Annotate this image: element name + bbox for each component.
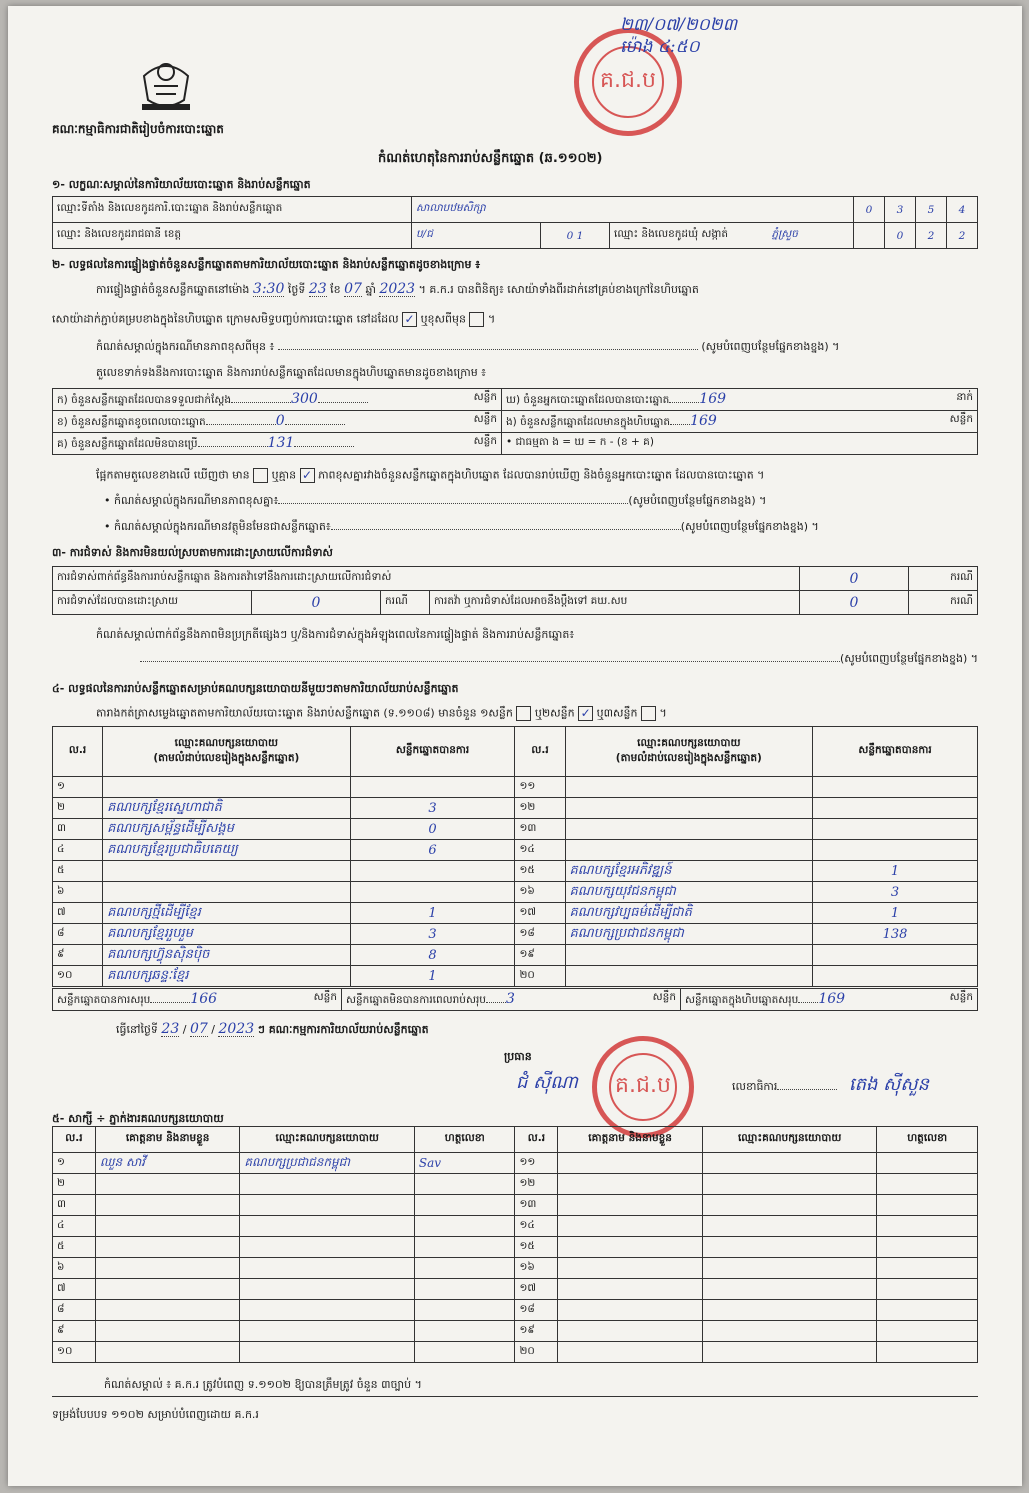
row-number: ១៩ — [515, 945, 565, 966]
row-number: ៧ — [53, 903, 103, 924]
party-votes — [813, 945, 978, 966]
table-row — [53, 1237, 978, 1258]
committee-stamp: គ.ជ.ប — [592, 1036, 694, 1138]
no-discrepancy-checkbox[interactable]: ✓ — [300, 468, 315, 483]
party-name: គណបក្សខ្មែររួបរួម — [103, 924, 351, 945]
row-number: ១១ — [515, 777, 565, 798]
witness-signature — [877, 1279, 978, 1300]
table-row — [53, 882, 978, 903]
row-number: ៥ — [53, 861, 103, 882]
row-number: ៧ — [53, 1279, 96, 1300]
unchanged-checkbox[interactable]: ✓ — [402, 312, 417, 327]
row-number: ៤ — [53, 840, 103, 861]
signing-date-line: ធ្វើនៅថ្ងៃទី 23 / 07 / 2023 ៗ គណៈកម្មការការិយាល័យរាប់សន្លឹកឆ្នោត — [116, 1021, 429, 1037]
section1-title: ១- លក្ខណៈសម្គាល់នៃការិយាល័យបោះឆ្នោត និងរាប់សន្លឹកឆ្នោត — [52, 178, 311, 191]
figure-b: ខ) ចំនួនសន្លឹកឆ្នោតខូចពេលបោះឆ្នោត 0 សន្លឹក — [53, 411, 502, 433]
witness-signature — [414, 1258, 515, 1279]
appeal-count: 0 — [800, 591, 909, 615]
witness-party — [702, 1321, 876, 1342]
figure-e-value: 169 — [690, 412, 717, 429]
witness-party — [240, 1279, 415, 1300]
irregularity-note: កំណត់សម្គាល់ពាក់ព័ន្ធនឹងភាពមិនប្រក្រតីផ្សេងៗ ឬ/និងការជំទាស់ក្នុងអំឡុងពេលនៃការផ្ទៀងផ្ទាត់ និងការរាប់សន្លឹកឆ្នោត៖ — [96, 628, 575, 641]
station-code-digit: 0 — [854, 197, 885, 223]
witness-name — [558, 1216, 703, 1237]
commune-code-digit: 2 — [947, 223, 978, 249]
party-results-table: ល.រ ឈ្មោះគណបក្សនយោបាយ (តាមលំដាប់លេខរៀងក្នុងសន្លឹកឆ្នោត) សន្លឹកឆ្នោតបានការ ល.រ ឈ្មោះគណបក្សនយោបាយ (តាមលំដាប់លេខរៀងក្នុងសន្លឹកឆ្នោត) សន្លឹកឆ្នោតបានការ ១ ១១ ២ គណបក្សខ្មែរស្នេហាជាតិ 3 ១២ ៣ គណបក្សសម្ព័ន្ធដើម្បីសង្គម 0 ១៣ ៤ គណបក្សខ្មែរប្រជាធិបតេយ្យ 6 ១៤ ៥ ១៥ គណបក្សខ្មែរអភិវឌ្ឍន៍ 1 ៦ ១៦ គណបក្សយុវជនកម្ពុជា 3 ៧ គណបក្សថ្មីដើម្បីខ្មែរ 1 ១៧ គណបក្សវប្បធម៌ដើម្បីជាតិ 1 ៨ គណបក្សខ្មែររួបរួម 3 ១៨ គណបក្សប្រជាជនកម្ពុជា 138 ៩ គណបក្សហ៊្វុនស៊ិនប៉ិច 8 ១៩ ១០ គណបក្សឆន្ទៈខ្មែរ 1 ២០ — [52, 726, 978, 987]
party-name: គណបក្សវប្បធម៌ដើម្បីជាតិ — [565, 903, 813, 924]
row-number: ១១ — [515, 1153, 558, 1174]
witness-name — [95, 1279, 240, 1300]
party-votes: 138 — [813, 924, 978, 945]
receipt-note: ២៣/០៧/២០២៣ ម៉ោង ៤:៥០ — [620, 15, 738, 57]
table-row — [53, 966, 978, 987]
section3-title: ៣- ការជំទាស់ និងការមិនយល់ស្របតាមការដោះស្រាយលើការជំទាស់ — [52, 546, 333, 559]
witness-party — [702, 1279, 876, 1300]
witness-party — [702, 1174, 876, 1195]
footer-divider — [52, 1396, 978, 1397]
figures-intro: តួលេខទាក់ទងនឹងការបោះឆ្នោត និងការរាប់សន្លឹកឆ្នោតដែលមានក្នុងហិបឆ្នោតមានដូចខាងក្រោម ៖ — [96, 366, 487, 379]
figure-b-value: 0 — [275, 412, 285, 429]
party-name: គណបក្សប្រជាជនកម្ពុជា — [565, 924, 813, 945]
party-name: គណបក្សឆន្ទៈខ្មែរ — [103, 966, 351, 987]
witness-name — [558, 1258, 703, 1279]
table-row — [53, 1174, 978, 1195]
party-votes: 6 — [350, 840, 515, 861]
witness-party — [240, 1174, 415, 1195]
secretary-signature: តេង ស៊ីសួន — [848, 1074, 929, 1095]
witness-name — [558, 1321, 703, 1342]
party-name: គណបក្សខ្មែរស្នេហាជាតិ — [103, 798, 351, 819]
form-sheet — [8, 6, 1022, 1486]
ballot-figures-table — [52, 388, 978, 455]
party-name — [565, 840, 813, 861]
witness-signature — [877, 1342, 978, 1363]
figure-formula: • ជាធម្មតា ង = ឃ = ក - (ខ + គ) — [502, 433, 978, 455]
province-code: 0 1 — [541, 223, 610, 249]
official-stamp: គ.ជ.ប — [574, 28, 682, 136]
party-name: គណបក្សយុវជនកម្ពុជា — [565, 882, 813, 903]
row-number: ៦ — [53, 1258, 96, 1279]
commune-name: ភ្នំស្រួច — [771, 228, 798, 240]
chair-signature: ជំ ស៊ីណា — [516, 1072, 578, 1093]
witness-signature: Sav — [414, 1153, 515, 1174]
party-votes — [350, 777, 515, 798]
table-row — [53, 1279, 978, 1300]
witness-name — [558, 1279, 703, 1300]
witness-signature — [414, 1216, 515, 1237]
witness-signature — [877, 1195, 978, 1216]
signing-year: 2023 — [218, 1021, 255, 1037]
party-votes: 1 — [813, 903, 978, 924]
table-row — [53, 840, 978, 861]
party-name: គណបក្សខ្មែរអភិវឌ្ឍន៍ — [565, 861, 813, 882]
verification-month: 07 — [344, 281, 362, 297]
witness-name: ឈួន សាវី — [95, 1153, 240, 1174]
table-row — [53, 1258, 978, 1279]
party-name — [103, 861, 351, 882]
two-sheet-checkbox[interactable]: ✓ — [578, 706, 593, 721]
table-row — [53, 924, 978, 945]
party-votes: 1 — [350, 966, 515, 987]
party-votes: 3 — [350, 798, 515, 819]
party-votes — [813, 840, 978, 861]
station-name: សាលាបឋមសិក្សា — [412, 197, 854, 223]
party-votes: 1 — [813, 861, 978, 882]
witness-name — [558, 1153, 703, 1174]
commune-code-digit: 2 — [916, 223, 947, 249]
tally-sheet-line: តារាងកត់ត្រាសម្លេងឆ្នោតតាមការិយាល័យបោះឆ្នោត និងរាប់សន្លឹកឆ្នោត (ទ.១១០៨) មានចំនួន ១សន្លឹក ឬ២សន្លឹក ✓ ឬ៣សន្លឹក ។ — [96, 706, 667, 720]
chair-label: ប្រធាន — [504, 1050, 532, 1063]
verification-line: ការផ្ទៀងផ្ទាត់ចំនួនសន្លឹកឆ្នោតនៅម៉ោង 3:30 ថ្ងៃទី 23 ខែ 07 ឆ្នាំ 2023 ។ គ.ក.រ បានពិនិត្យ៖ សោយ៉ាទាំងពីរដាក់នៅគ្រប់ខាងក្រៅនៃហិបឆ្នោត — [96, 281, 699, 297]
party-name — [565, 945, 813, 966]
figure-d: ឃ) ចំនួនអ្នកបោះឆ្នោតដែលបានបោះឆ្នោត 169 នាក់ — [502, 389, 978, 411]
table-row — [53, 1216, 978, 1237]
station-code-digit: 5 — [916, 197, 947, 223]
table-row — [53, 1300, 978, 1321]
irregularity-fill-line: (សូមបំពេញបន្ថែមផ្នែកខាងខ្នង) ។ — [52, 652, 978, 666]
table-row — [53, 777, 978, 798]
one-sheet-checkbox[interactable] — [516, 706, 531, 721]
station-code-digit: 3 — [885, 197, 916, 223]
witness-name — [95, 1237, 240, 1258]
witness-name — [558, 1174, 703, 1195]
discrepancy-line: ផ្អែកតាមតួលេខខាងលើ ឃើញថា មាន ឬគ្មាន ✓ ភាពខុសគ្នារវាងចំនួនសន្លឹកឆ្នោតក្នុងហិបឆ្នោត ដែលបានរាប់ឃើញ និងចំនួនអ្នកបោះឆ្នោត ដែលបានបោះឆ្នោត ។ — [96, 468, 765, 482]
row-number: ១៤ — [515, 840, 565, 861]
witness-signature — [414, 1195, 515, 1216]
witness-signature — [877, 1300, 978, 1321]
row-number: ២០ — [515, 1342, 558, 1363]
row-number: ១៦ — [515, 882, 565, 903]
row-number: ១៧ — [515, 903, 565, 924]
witness-name — [558, 1300, 703, 1321]
verification-day: 23 — [308, 281, 327, 297]
row-number: ៦ — [53, 882, 103, 903]
total-invalid-value: 3 — [505, 990, 515, 1007]
row-number: ១៧ — [515, 1279, 558, 1300]
total-in-box: សន្លឹកឆ្នោតក្នុងហិបឆ្នោតសរុប 169 សន្លឹក — [681, 989, 978, 1011]
figure-e: ង) ចំនួនសន្លឹកឆ្នោតដែលមានក្នុងហិបឆ្នោត 169 សន្លឹក — [502, 411, 978, 433]
witness-party — [702, 1300, 876, 1321]
section5-title: ៥- សាក្សី ÷ ភ្នាក់ងារគណបក្សនយោបាយ — [52, 1112, 224, 1125]
party-name — [103, 882, 351, 903]
witness-signature — [414, 1321, 515, 1342]
witness-party — [702, 1195, 876, 1216]
witness-signature — [877, 1216, 978, 1237]
total-box-value: 169 — [818, 990, 846, 1007]
station-label: ឈ្មោះទីតាំង និងលេខកូដការិ.បោះឆ្នោត និងរាប់សន្លឹកឆ្នោត — [53, 197, 412, 223]
party-votes: 3 — [350, 924, 515, 945]
witness-signature — [414, 1342, 515, 1363]
witness-party — [240, 1195, 415, 1216]
nec-emblem-icon — [134, 46, 198, 118]
row-number: ១០ — [53, 1342, 96, 1363]
witness-name — [95, 1174, 240, 1195]
secretary-label: លេខាធិការ — [732, 1080, 778, 1093]
party-votes: 8 — [350, 945, 515, 966]
table-row — [53, 1153, 978, 1174]
witness-signature — [877, 1153, 978, 1174]
commune-code-digit: 0 — [885, 223, 916, 249]
has-discrepancy-checkbox[interactable] — [253, 468, 268, 483]
section1-table — [52, 196, 978, 249]
party-votes — [813, 777, 978, 798]
figure-d-value: 169 — [699, 390, 727, 407]
commune-field: ឈ្មោះ និងលេខកូដឃុំ សង្កាត់ ភ្នំស្រួច — [610, 223, 854, 249]
party-name — [103, 777, 351, 798]
row-number: ២០ — [515, 966, 565, 987]
witness-signature — [414, 1300, 515, 1321]
row-number: ១ — [53, 777, 103, 798]
section4-title: ៤- លទ្ធផលនៃការរាប់សន្លឹកឆ្នោតសម្រាប់គណបក្សនយោបាយនីមួយៗតាមការិយាល័យរាប់សន្លឹកឆ្នោត — [52, 682, 459, 695]
total-valid: សន្លឹកឆ្នោតបានការសរុប 166 សន្លឹក — [53, 989, 342, 1011]
witness-signature — [877, 1258, 978, 1279]
verification-time: 3:30 — [252, 281, 285, 297]
figure-a: ក) ចំនួនសន្លឹកឆ្នោតដែលបានទទួលជាក់ស្តែង 300 សន្លឹក — [53, 389, 502, 411]
table-row — [53, 819, 978, 840]
figure-a-value: 300 — [291, 390, 318, 407]
province-name: ប/ជ — [412, 223, 541, 249]
footer-note: កំណត់សម្គាល់ ៖ គ.ក.រ ត្រូវបំពេញ ទ.១១០២ ឱ្យបានត្រឹមត្រូវ ចំនួន ៣ច្បាប់ ។ — [104, 1378, 422, 1391]
party-name: គណបក្សខ្មែរប្រជាធិបតេយ្យ — [103, 840, 351, 861]
party-votes — [350, 882, 515, 903]
row-number: ១២ — [515, 798, 565, 819]
party-name — [565, 819, 813, 840]
row-number: ១៦ — [515, 1258, 558, 1279]
verification-year: 2023 — [379, 281, 416, 297]
row-number: ៣ — [53, 1195, 96, 1216]
section2-title: ២- លទ្ធផលនៃការផ្ទៀងផ្ទាត់ចំនួនសន្លឹកឆ្នោតតាមការិយាល័យបោះឆ្នោត និងរាប់សន្លឹកឆ្នោតដូចខាងក្រោម ៖ — [52, 258, 481, 271]
row-number: ១០ — [53, 966, 103, 987]
witness-signature — [414, 1174, 515, 1195]
party-votes — [350, 861, 515, 882]
witness-party — [240, 1258, 415, 1279]
row-number: ៨ — [53, 1300, 96, 1321]
table-row — [53, 903, 978, 924]
witness-name — [95, 1300, 240, 1321]
party-votes: 0 — [350, 819, 515, 840]
witness-party — [240, 1300, 415, 1321]
witness-party — [702, 1216, 876, 1237]
witness-party — [240, 1216, 415, 1237]
party-name — [565, 798, 813, 819]
party-votes: 1 — [350, 903, 515, 924]
witness-signature — [414, 1279, 515, 1300]
witness-party — [702, 1342, 876, 1363]
witness-name — [95, 1258, 240, 1279]
party-name: គណបក្សសម្ព័ន្ធដើម្បីសង្គម — [103, 819, 351, 840]
form-id: ទម្រង់បែបបទ ១១០២ សម្រាប់បំពេញដោយ គ.ក.រ — [52, 1408, 259, 1421]
total-invalid: សន្លឹកឆ្នោតមិនបានការពេលរាប់សរុប 3 សន្លឹក — [342, 989, 681, 1011]
row-number: ៩ — [53, 1321, 96, 1342]
witness-party — [702, 1153, 876, 1174]
party-name: គណបក្សថ្មីដើម្បីខ្មែរ — [103, 903, 351, 924]
witness-name — [558, 1237, 703, 1258]
objections-label: ការជំទាស់ពាក់ព័ន្ធនឹងការរាប់សន្លឹកឆ្នោត និងការតវ៉ាទៅនឹងការដោះស្រាយលើការជំទាស់ — [53, 567, 800, 591]
foreign-object-note: • កំណត់សម្គាល់ក្នុងករណីមានវត្ថុមិនមែនជាសន្លឹកឆ្នោត៖ (សូមបំពេញបន្ថែមផ្នែកខាងខ្នង) ។ — [104, 520, 819, 533]
figure-c-value: 131 — [267, 434, 295, 451]
row-number: ១៥ — [515, 1237, 558, 1258]
objections-count: 0 — [800, 567, 909, 591]
witness-signature — [414, 1237, 515, 1258]
witness-name — [558, 1342, 703, 1363]
witness-party — [240, 1342, 415, 1363]
org-name: គណៈកម្មាធិការជាតិរៀបចំការបោះឆ្នោត — [52, 122, 224, 136]
table-row — [53, 1342, 978, 1363]
party-votes — [813, 819, 978, 840]
witness-signature — [877, 1321, 978, 1342]
witness-table: ល.រ គោត្តនាម និងនាមខ្លួន ឈ្មោះគណបក្សនយោបាយ ហត្ថលេខា ល.រ គោត្តនាម និងនាមខ្លួន ឈ្មោះគណបក្សនយោបាយ ហត្ថលេខា ១ ឈួន សាវី គណបក្សប្រជាជនកម្ពុជា Sav ១១ ២ ១២ ៣ ១៣ ៤ ១៤ ៥ ១៥ ៦ ១៦ ៧ ១៧ ៨ ១៨ ៩ ១៩ ១០ ២០ — [52, 1126, 978, 1363]
witness-signature — [877, 1174, 978, 1195]
discrepancy-note: • កំណត់សម្គាល់ក្នុងករណីមានភាពខុសគ្នា៖ (សូមបំពេញបន្ថែមផ្នែកខាងខ្នង) ។ — [104, 494, 767, 507]
seal-status-line: សោយ៉ាដាក់ភ្ជាប់គម្របខាងក្នុងនៃហិបឆ្នោត ក្រោមសមិទ្ធបញ្ចប់ការបោះឆ្នោត នៅដដែល ✓ ឬខុសពីមុន ។ — [52, 312, 496, 326]
row-number: ១៨ — [515, 924, 565, 945]
row-number: ២ — [53, 1174, 96, 1195]
party-votes: 3 — [813, 882, 978, 903]
row-number: ១៨ — [515, 1300, 558, 1321]
changed-checkbox[interactable] — [469, 312, 484, 327]
row-number: ១៣ — [515, 1195, 558, 1216]
row-number: ១៣ — [515, 819, 565, 840]
secretary-line — [732, 1074, 929, 1095]
witness-name — [558, 1195, 703, 1216]
table-row — [53, 1195, 978, 1216]
row-number: ១៤ — [515, 1216, 558, 1237]
row-number: ៤ — [53, 1216, 96, 1237]
row-number: ៩ — [53, 945, 103, 966]
total-valid-value: 166 — [190, 990, 218, 1007]
party-votes — [813, 966, 978, 987]
signing-day: 23 — [161, 1021, 180, 1037]
row-number: ១២ — [515, 1174, 558, 1195]
appeal-label: ការតវ៉ា ឬការជំទាស់ដែលអាចនឹងប្តឹងទៅ គឃ.សប — [430, 591, 800, 615]
resolved-label: ការជំទាស់ដែលបានដោះស្រាយ — [53, 591, 252, 615]
row-number: ១៩ — [515, 1321, 558, 1342]
witness-party — [240, 1321, 415, 1342]
table-row — [53, 1321, 978, 1342]
three-sheet-checkbox[interactable] — [641, 706, 656, 721]
witness-party — [702, 1258, 876, 1279]
row-number: ៨ — [53, 924, 103, 945]
objections-table: ការជំទាស់ពាក់ព័ន្ធនឹងការរាប់សន្លឹកឆ្នោត និងការតវ៉ាទៅនឹងការដោះស្រាយលើការជំទាស់ 0 ករណី ការជំទាស់ដែលបានដោះស្រាយ 0 ករណី ការតវ៉ា ឬការជំទាស់ដែលអាចនឹងប្តឹងទៅ គឃ.សប 0 ករណី — [52, 566, 978, 615]
row-number: ៣ — [53, 819, 103, 840]
witness-name — [95, 1321, 240, 1342]
figure-c: គ) ចំនួនសន្លឹកឆ្នោតដែលមិនបានប្រើ 131 សន្លឹក — [53, 433, 502, 455]
table-row — [53, 945, 978, 966]
signing-month: 07 — [189, 1021, 208, 1037]
row-number: ១ — [53, 1153, 96, 1174]
totals-row — [52, 988, 978, 1011]
row-number: ៥ — [53, 1237, 96, 1258]
province-label: ឈ្មោះ និងលេខកូដរាជធានី ខេត្ត — [53, 223, 412, 249]
row-number: ២ — [53, 798, 103, 819]
seal-note-line: កំណត់សម្គាល់ក្នុងករណីមានភាពខុសពីមុន ៖ (សូមបំពេញបន្ថែមផ្នែកខាងខ្នង) ។ — [96, 340, 840, 353]
witness-party — [702, 1237, 876, 1258]
witness-party: គណបក្សប្រជាជនកម្ពុជា — [240, 1153, 415, 1174]
resolved-count: 0 — [252, 591, 381, 615]
table-row — [53, 861, 978, 882]
witness-name — [95, 1342, 240, 1363]
party-name: គណបក្សហ៊្វុនស៊ិនប៉ិច — [103, 945, 351, 966]
party-votes — [813, 798, 978, 819]
row-number: ១៥ — [515, 861, 565, 882]
party-name — [565, 966, 813, 987]
form-title: កំណត់ហេតុនៃការរាប់សន្លឹកឆ្នោត (ឆ.១១០២) — [378, 151, 603, 166]
witness-party — [240, 1237, 415, 1258]
table-row — [53, 798, 978, 819]
witness-signature — [877, 1237, 978, 1258]
station-code-digit: 4 — [947, 197, 978, 223]
party-name — [565, 777, 813, 798]
witness-name — [95, 1195, 240, 1216]
witness-name — [95, 1216, 240, 1237]
